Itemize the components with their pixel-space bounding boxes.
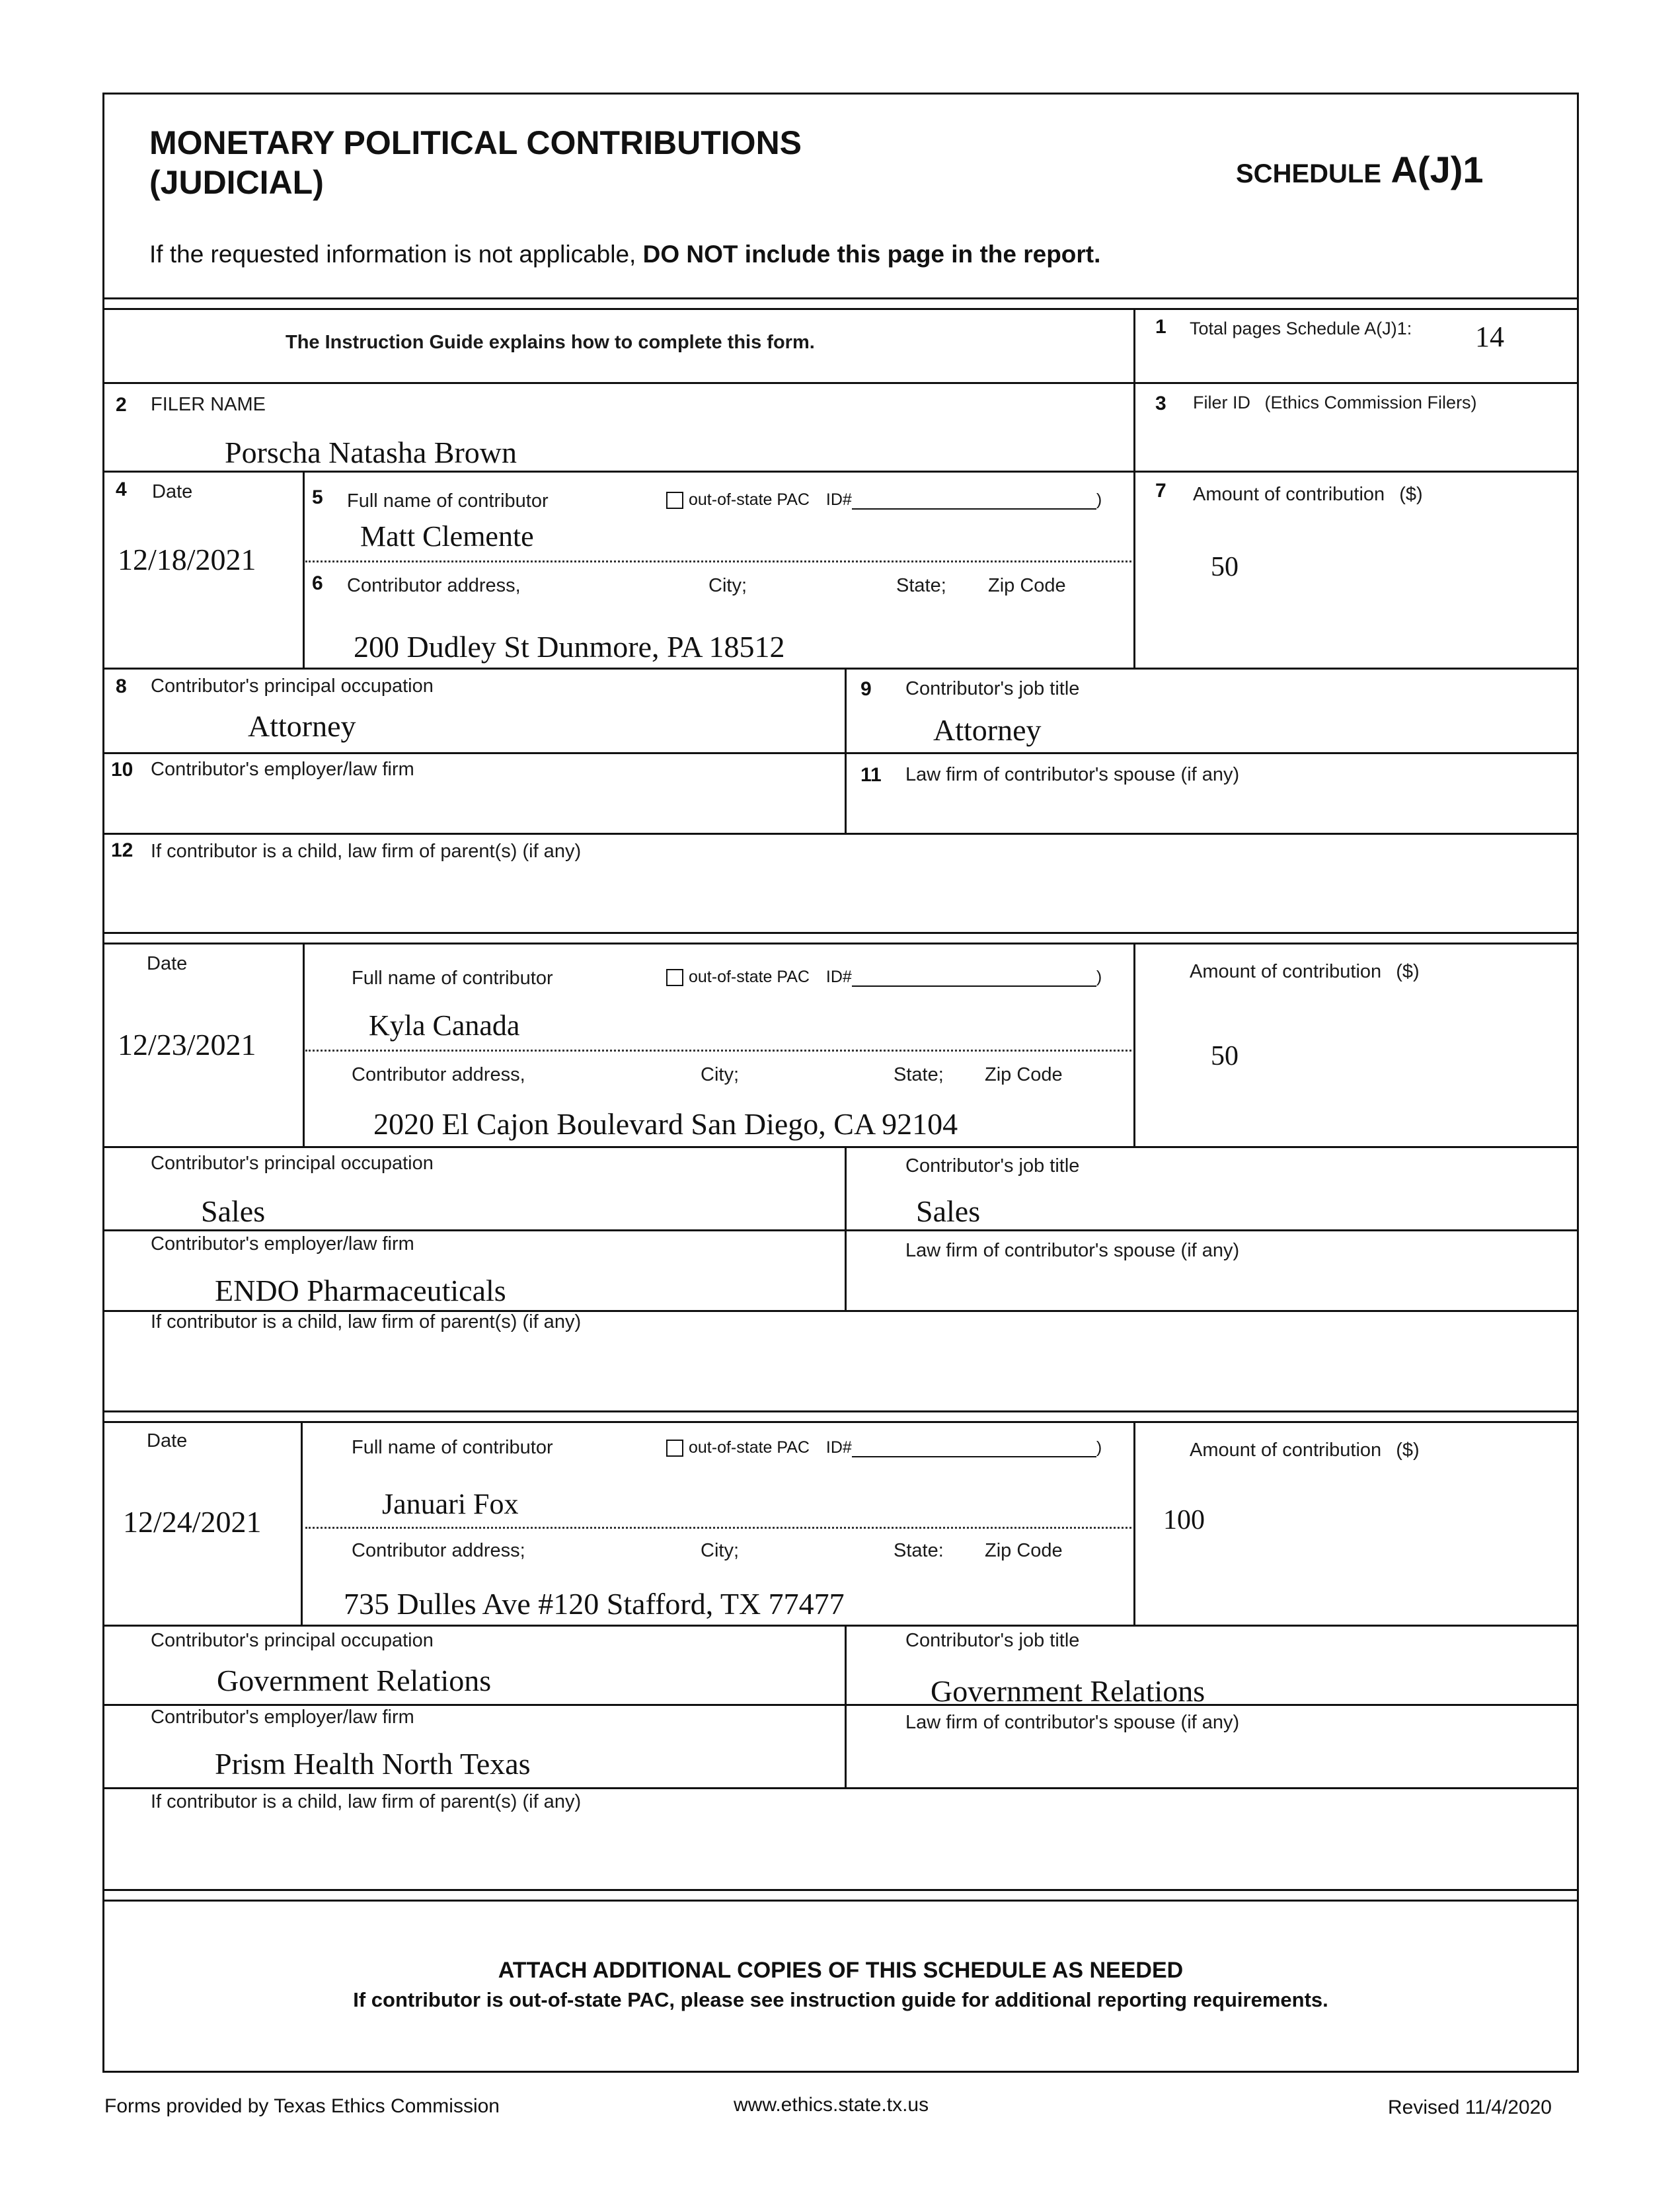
c3-rule-d xyxy=(102,1889,1579,1891)
c2-name-label: Full name of contributor xyxy=(352,968,553,989)
c3-child-label: If contributor is a child, law firm of parent(s) (if any) xyxy=(151,1791,582,1812)
c2-rule-a xyxy=(102,1146,1579,1148)
filer-id-note: (Ethics Commission Filers) xyxy=(1264,393,1477,412)
c2-employer-label: Contributor's employer/law firm xyxy=(151,1233,414,1254)
c3-city-label: City; xyxy=(701,1540,739,1561)
c1-id-input[interactable] xyxy=(852,491,1096,510)
c1-address-label: Contributor address, xyxy=(347,575,521,596)
c2-name-dotted-line xyxy=(305,1050,1131,1052)
c1-date-value: 12/18/2021 xyxy=(118,543,256,576)
c2-divider-occ xyxy=(845,1146,847,1310)
c1-rule-a xyxy=(102,668,1579,670)
c3-address-value: 735 Dulles Ave #120 Stafford, TX 77477 xyxy=(344,1587,845,1621)
c3-pac-checkbox[interactable] xyxy=(666,1440,683,1457)
c2-amount-label xyxy=(1190,961,1420,983)
c2-divider-date xyxy=(303,943,305,1146)
rule-below-filer xyxy=(102,471,1579,473)
c3-rule-a xyxy=(102,1625,1579,1627)
c2-pac-label: out-of-state PAC xyxy=(689,968,810,986)
c1-pac-field xyxy=(666,490,1102,510)
c2-city-label: City; xyxy=(701,1064,739,1085)
form-title-line1: MONETARY POLITICAL CONTRIBUTIONS xyxy=(149,124,802,161)
c3-date-value: 12/24/2021 xyxy=(123,1505,262,1539)
field-number-8: 8 xyxy=(116,675,127,697)
c2-date-label: Date xyxy=(147,953,188,974)
c2-id-input[interactable] xyxy=(852,968,1096,987)
c1-occupation-value: Attorney xyxy=(248,709,356,743)
c1-divider-occ xyxy=(845,668,847,833)
c3-name-dotted-line xyxy=(305,1527,1131,1529)
c2-job-title-value: Sales xyxy=(916,1194,981,1228)
c2-employer-value: ENDO Pharmaceuticals xyxy=(215,1274,506,1307)
instruction-note xyxy=(149,241,1100,268)
c1-divider-amount xyxy=(1133,471,1135,668)
total-pages-value: 14 xyxy=(1475,321,1504,353)
c2-address-label: Contributor address, xyxy=(352,1064,525,1085)
c1-pac-checkbox[interactable] xyxy=(666,492,683,509)
instruction-note-prefix: If the requested information is not applicable, xyxy=(149,241,636,268)
field-number-6: 6 xyxy=(312,572,323,594)
c3-occupation-label: Contributor's principal occupation xyxy=(151,1630,434,1651)
c2-name-value: Kyla Canada xyxy=(369,1009,520,1042)
c3-divider-date xyxy=(301,1421,303,1625)
c1-pac-label: out-of-state PAC xyxy=(689,490,810,509)
c1-date-label: Date xyxy=(152,481,193,502)
c2-id-close: ) xyxy=(1096,968,1102,986)
field-number-1: 1 xyxy=(1155,316,1166,338)
c1-amount-label xyxy=(1193,484,1423,506)
c2-state-label: State; xyxy=(894,1064,944,1085)
block-separator-2 xyxy=(102,1421,1579,1423)
c1-zip-label: Zip Code xyxy=(988,575,1066,596)
divider-filer xyxy=(1133,382,1135,471)
c1-name-dotted-line xyxy=(305,560,1131,562)
field-number-10: 10 xyxy=(111,759,134,781)
c2-rule-d xyxy=(102,1410,1579,1412)
c1-rule-d xyxy=(102,932,1579,934)
form-title xyxy=(149,123,802,202)
c1-employer-label: Contributor's employer/law firm xyxy=(151,759,414,780)
c3-id-close: ) xyxy=(1096,1438,1102,1457)
c2-occupation-value: Sales xyxy=(201,1194,266,1228)
field-number-9: 9 xyxy=(860,678,872,700)
c1-spouse-label: Law firm of contributor's spouse (if any) xyxy=(905,764,1240,785)
c2-divider-amount xyxy=(1133,943,1135,1146)
c1-id-close: ) xyxy=(1096,490,1102,509)
schedule-word: SCHEDULE xyxy=(1236,159,1382,188)
c3-job-title-label: Contributor's job title xyxy=(905,1630,1080,1651)
instruction-note-bold: DO NOT include this page in the report. xyxy=(642,241,1101,268)
schedule-code-value: A(J)1 xyxy=(1391,149,1484,190)
c1-amount-label-text: Amount of contribution xyxy=(1193,484,1385,505)
c3-name-value: Januari Fox xyxy=(382,1488,519,1520)
c2-amount-value: 50 xyxy=(1211,1041,1239,1071)
c1-id-label: ID# xyxy=(825,490,852,509)
c3-spouse-label: Law firm of contributor's spouse (if any) xyxy=(905,1712,1240,1733)
c3-name-label: Full name of contributor xyxy=(352,1437,553,1458)
footer-website[interactable]: www.ethics.state.tx.us xyxy=(734,2094,929,2116)
c2-amount-unit: ($) xyxy=(1396,961,1420,982)
c2-occupation-label: Contributor's principal occupation xyxy=(151,1153,434,1174)
c3-pac-label: out-of-state PAC xyxy=(689,1438,810,1457)
form-title-line2: (JUDICIAL) xyxy=(149,164,324,201)
c1-job-title-label: Contributor's job title xyxy=(905,678,1080,699)
header-rule-top xyxy=(102,297,1579,299)
c2-pac-field xyxy=(666,968,1102,987)
c3-pac-field xyxy=(666,1438,1102,1457)
c3-employer-label: Contributor's employer/law firm xyxy=(151,1707,414,1728)
field-number-4: 4 xyxy=(116,479,127,500)
c3-amount-label-text: Amount of contribution xyxy=(1190,1440,1382,1461)
c1-city-label: City; xyxy=(708,575,747,596)
footer-provider: Forms provided by Texas Ethics Commission xyxy=(104,2095,500,2117)
c3-employer-value: Prism Health North Texas xyxy=(215,1747,531,1781)
pac-notice: If contributor is out-of-state PAC, please see instruction guide for additional reporting requirements. xyxy=(353,1988,1328,2011)
c3-address-label: Contributor address; xyxy=(352,1540,525,1561)
footer-revised: Revised 11/4/2020 xyxy=(1388,2097,1552,2118)
field-number-5: 5 xyxy=(312,486,323,508)
filer-id-label xyxy=(1193,393,1477,413)
c1-rule-c xyxy=(102,833,1579,835)
c3-divider-occ xyxy=(845,1625,847,1787)
c1-amount-unit: ($) xyxy=(1399,484,1423,505)
c2-child-label: If contributor is a child, law firm of parent(s) (if any) xyxy=(151,1311,582,1332)
c3-amount-unit: ($) xyxy=(1396,1440,1420,1461)
c2-spouse-label: Law firm of contributor's spouse (if any) xyxy=(905,1240,1240,1261)
c2-rule-b xyxy=(102,1229,1579,1231)
c2-address-value: 2020 El Cajon Boulevard San Diego, CA 92104 xyxy=(373,1107,958,1141)
field-number-3: 3 xyxy=(1155,393,1166,414)
c3-date-label: Date xyxy=(147,1430,188,1451)
filer-name-value: Porscha Natasha Brown xyxy=(225,436,517,469)
c3-job-title-value: Government Relations xyxy=(931,1674,1205,1708)
instruction-guide-text: The Instruction Guide explains how to complete this form. xyxy=(286,332,815,353)
c3-occupation-value: Government Relations xyxy=(217,1664,492,1697)
c3-rule-c xyxy=(102,1787,1579,1789)
c1-address-value: 200 Dudley St Dunmore, PA 18512 xyxy=(354,630,785,664)
c1-state-label: State; xyxy=(896,575,946,596)
schedule-code xyxy=(1236,148,1484,191)
block-separator-3 xyxy=(102,1900,1579,1902)
c3-divider-amount xyxy=(1133,1421,1135,1625)
filer-name-label: FILER NAME xyxy=(151,394,266,415)
c3-rule-b xyxy=(102,1704,1579,1706)
block-separator-1 xyxy=(102,943,1579,944)
c1-job-title-value: Attorney xyxy=(933,713,1042,747)
c1-amount-value: 50 xyxy=(1211,552,1239,582)
divider-guide xyxy=(1133,308,1135,382)
c2-id-label: ID# xyxy=(825,968,852,986)
field-number-7: 7 xyxy=(1155,480,1166,502)
c1-occupation-label: Contributor's principal occupation xyxy=(151,675,434,697)
attach-notice: ATTACH ADDITIONAL COPIES OF THIS SCHEDULE AS NEEDED xyxy=(498,1958,1184,1983)
c3-zip-label: Zip Code xyxy=(985,1540,1063,1561)
c2-date-value: 12/23/2021 xyxy=(118,1028,256,1061)
c3-amount-label xyxy=(1190,1440,1420,1461)
c1-divider-date xyxy=(303,471,305,668)
c2-pac-checkbox[interactable] xyxy=(666,969,683,986)
c2-job-title-label: Contributor's job title xyxy=(905,1155,1080,1176)
header-rule-bottom xyxy=(102,308,1579,310)
c3-amount-value: 100 xyxy=(1163,1505,1205,1535)
filer-id-label-text: Filer ID xyxy=(1193,393,1250,412)
total-pages-label: Total pages Schedule A(J)1: xyxy=(1190,319,1412,338)
c1-rule-b xyxy=(102,752,1579,754)
c1-child-label: If contributor is a child, law firm of parent(s) (if any) xyxy=(151,841,582,862)
field-number-12: 12 xyxy=(111,839,134,861)
c3-id-label: ID# xyxy=(825,1438,852,1457)
c1-name-label: Full name of contributor xyxy=(347,490,549,512)
c3-state-label: State: xyxy=(894,1540,944,1561)
field-number-11: 11 xyxy=(860,764,882,786)
rule-below-guide xyxy=(102,382,1579,384)
c1-name-value: Matt Clemente xyxy=(360,520,534,553)
c3-id-input[interactable] xyxy=(852,1439,1096,1457)
c2-amount-label-text: Amount of contribution xyxy=(1190,961,1382,982)
c2-zip-label: Zip Code xyxy=(985,1064,1063,1085)
field-number-2: 2 xyxy=(116,394,127,416)
